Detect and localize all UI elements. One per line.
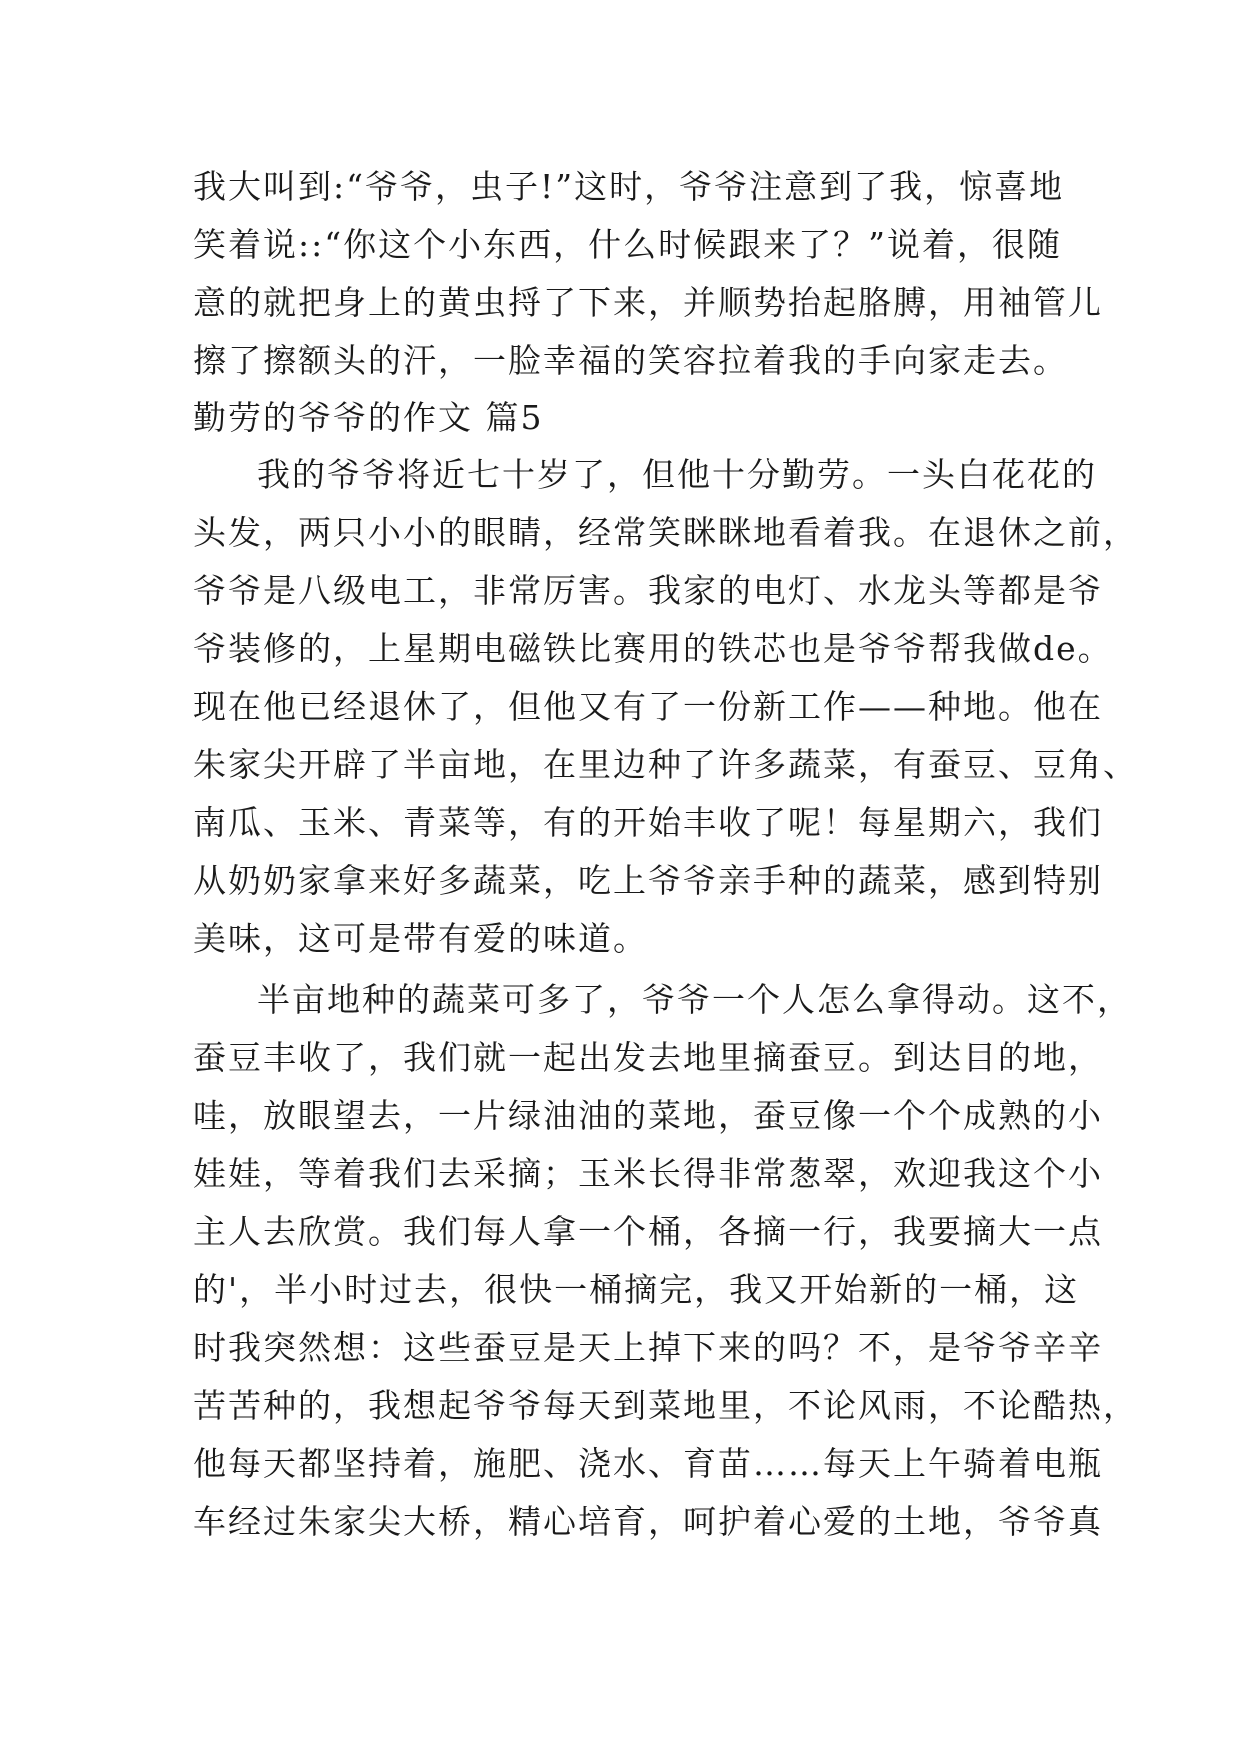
text-line: 苦苦种的，我想起爷爷每天到菜地里，不论风雨，不论酷热，	[193, 1386, 1138, 1425]
text-line: 从奶奶家拿来好多蔬菜，吃上爷爷亲手种的蔬菜，感到特别	[193, 861, 1103, 900]
essay-body	[193, 158, 1138, 1551]
text-line: 美味，这可是带有爱的味道。	[193, 919, 648, 958]
text-line: 我大叫到:“爷爷，虫子!”这时，爷爷注意到了我，惊喜地	[193, 167, 1065, 206]
text-line: 擦了擦额头的汗，一脸幸福的笑容拉着我的手向家走去。	[193, 341, 1068, 380]
text-line: 笑着说::“你这个小东西，什么时候跟来了？”说着，很随	[193, 225, 1062, 264]
section-heading: 勤劳的爷爷的作文 篇5	[193, 398, 544, 437]
text-line: 的'，半小时过去，很快一桶摘完，我又开始新的一桶，这	[193, 1270, 1080, 1309]
text-line: 时我突然想：这些蚕豆是天上掉下来的吗？不，是爷爷辛辛	[193, 1328, 1103, 1367]
text-line: 车经过朱家尖大桥，精心培育，呵护着心爱的土地，爷爷真	[193, 1502, 1103, 1541]
text-line: 意的就把身上的黄虫捋了下来，并顺势抬起胳膊，用袖管儿	[193, 283, 1103, 322]
text-line: 南瓜、玉米、青菜等，有的开始丰收了呢！每星期六，我们	[193, 803, 1103, 842]
text-line: 爷装修的，上星期电磁铁比赛用的铁芯也是爷爷帮我做de。	[193, 629, 1113, 668]
text-line: 主人去欣赏。我们每人拿一个桶，各摘一行，我要摘大一点	[193, 1212, 1103, 1251]
text-line: 他每天都坚持着，施肥、浇水、育苗……每天上午骑着电瓶	[193, 1444, 1103, 1483]
paragraph-first-line: 我的爷爷将近七十岁了，但他十分勤劳。一头白花花的	[257, 455, 1097, 494]
text-line: 头发，两只小小的眼睛，经常笑眯眯地看着我。在退休之前，	[193, 513, 1138, 552]
paragraph-first-line: 半亩地种的蔬菜可多了，爷爷一个人怎么拿得动。这不，	[257, 980, 1132, 1019]
text-line: 现在他已经退休了，但他又有了一份新工作——种地。他在	[193, 687, 1103, 726]
text-line: 爷爷是八级电工，非常厉害。我家的电灯、水龙头等都是爷	[193, 571, 1103, 610]
text-line: 哇，放眼望去，一片绿油油的菜地，蚕豆像一个个成熟的小	[193, 1096, 1103, 1135]
text-line: 娃娃，等着我们去采摘；玉米长得非常葱翠，欢迎我这个小	[193, 1154, 1103, 1193]
text-line: 蚕豆丰收了，我们就一起出发去地里摘蚕豆。到达目的地，	[193, 1038, 1103, 1077]
text-line: 朱家尖开辟了半亩地，在里边种了许多蔬菜，有蚕豆、豆角、	[193, 745, 1138, 784]
